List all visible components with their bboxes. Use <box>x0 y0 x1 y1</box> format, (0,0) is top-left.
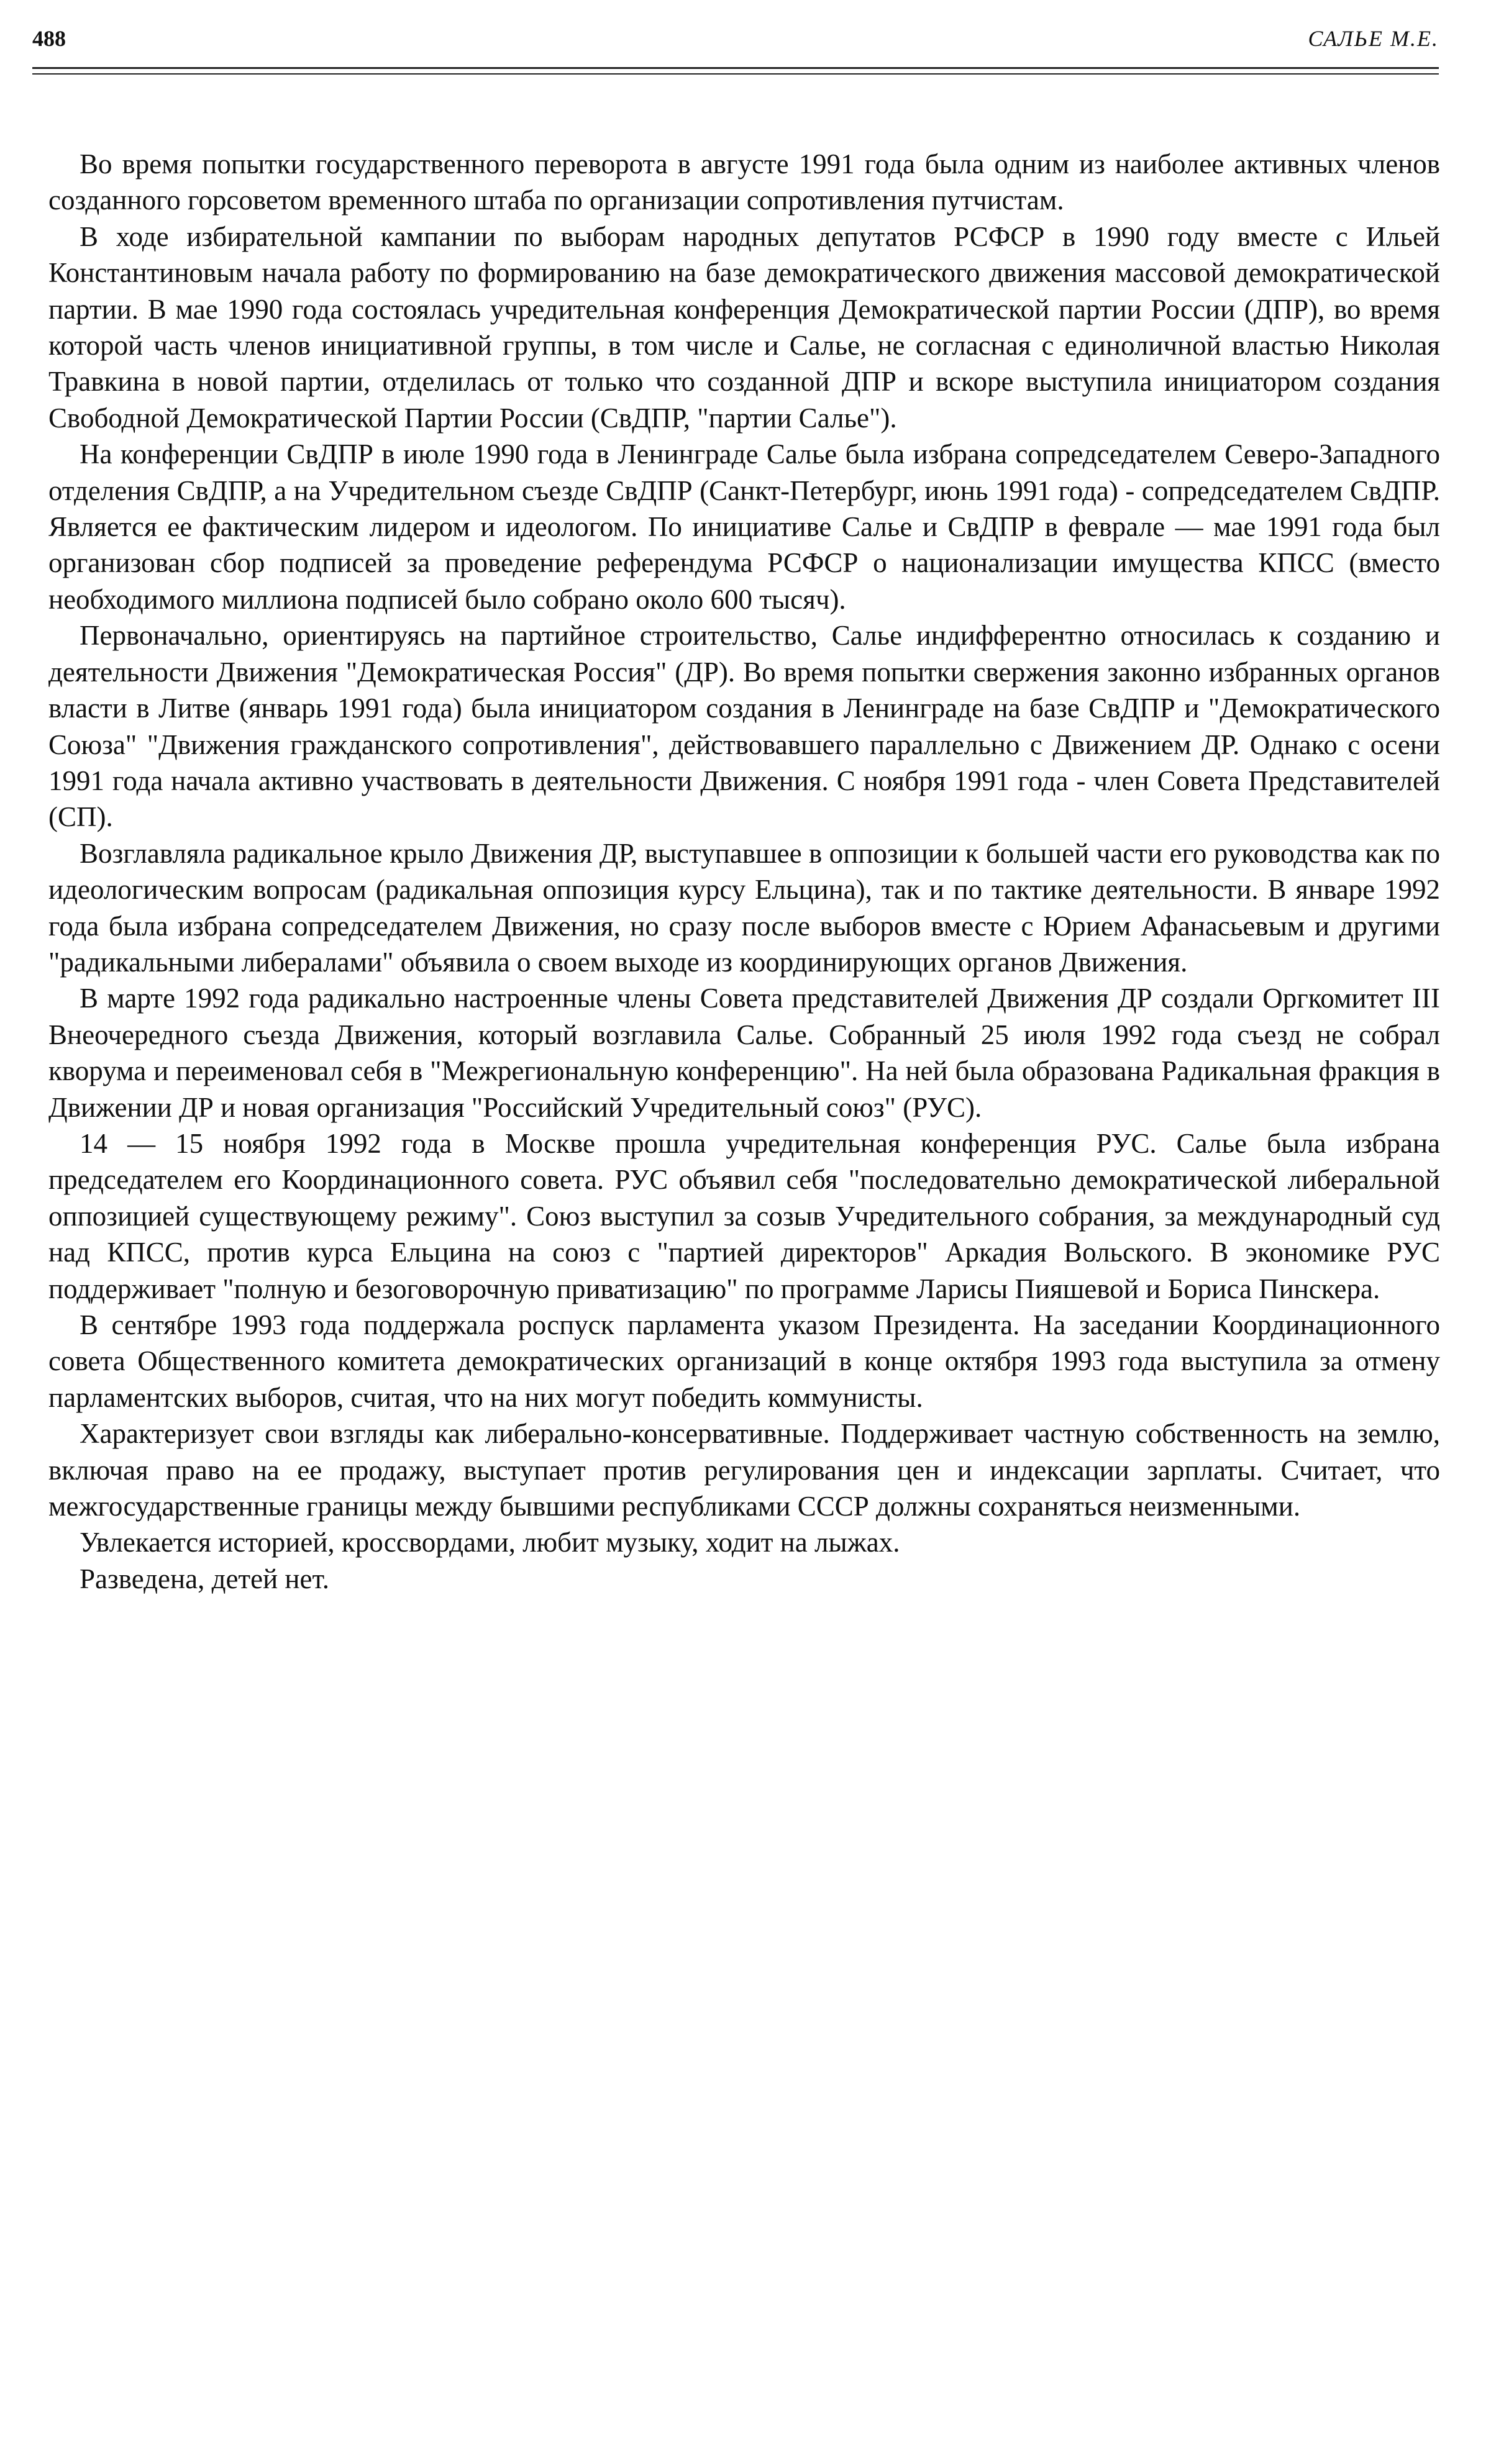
header-rule-top <box>32 67 1439 69</box>
page-number: 488 <box>32 26 66 51</box>
paragraph-orgcommittee: В марте 1992 года радикально настроенные члены Совета представителей Движения ДР создали Оргкомитет III Внеочередного съезда Движения, который возглавила Салье. Собранный 25 июля 1992 года съезд не собрал кворума и переименовал себя в "Межрегиональную конференцию". На ней была образована Радикальная фракция в Движении ДР и новая организация "Российский Учредительный союз" (РУС). <box>48 983 1440 1123</box>
paragraph-rus-conference: 14 — 15 ноября 1992 года в Москве прошла учредительная конференция РУС. Салье была избрана председателем его Координационного совета. РУС объявил себя "последовательно демократической либеральной оппозицией существующему режиму". Союз выступил за созыв Учредительного собрания, за международный суд над КПСС, против курса Ельцина на союз с "партией директоров" Аркадия Вольского. В экономике РУС поддерживает "полную и безоговорочную приватизацию" по программе Ларисы Пияшевой и Бориса Пинскера. <box>48 1127 1440 1304</box>
paragraph-radical-wing: Возглавляла радикальное крыло Движения ДР, выступавшее в оппозиции к большей части его руководства как по идеологическим вопросам (радикальная оппозиция курсу Ельцина), так и по тактике деятельности. В январе 1992 года была избрана сопредседателем Движения, но сразу после выборов вместе с Юрием Афанасьевым и другими "радикальными либералами" объявила о своем выходе из координирующих органов Движения. <box>48 837 1440 978</box>
running-head: САЛЬЕ М.Е. <box>1308 26 1439 51</box>
paragraph-hobbies: Увлекается историей, кроссвордами, любит музыку, ходит на лыжах. <box>80 1527 900 1558</box>
paragraph-putsch: Во время попытки государственного переворота в августе 1991 года была одним из наиболее активных членов созданного горсоветом временного штаба по организации сопротивления путчистам. <box>48 148 1440 216</box>
header-rule-bottom <box>32 73 1439 75</box>
paragraph-election-campaign: В ходе избирательной кампании по выборам народных депутатов РСФСР в 1990 году вместе с Ильей Константиновым начала работу по формированию на базе демократического движения массовой демократической партии. В мае 1990 года состоялась учредительная конференция Демократической партии России (ДПР), во время которой часть членов инициативной группы, в том числе и Салье, не согласная с единоличной властью Николая Травкина в новой партии, отделилась от только что созданной ДПР и вскоре выступила инициатором создания Свободной Демократической Партии России (СвДПР, "партии Салье"). <box>48 220 1440 434</box>
paragraph-views: Характеризует свои взгляды как либерально-консервативные. Поддерживает частную собственность на землю, включая право на ее продажу, выступает против регулирования цен и индексации зарплаты. Считает, что межгосударственные границы между бывшими республиками СССР должны сохраняться неизменными. <box>48 1418 1440 1522</box>
paragraph-september-1993: В сентябре 1993 года поддержала роспуск парламента указом Президента. На заседании Координационного совета Общественного комитета демократических организаций в конце октября 1993 года выступила за отмену парламентских выборов, считая, что на них могут победить коммунисты. <box>48 1309 1440 1413</box>
page-header <box>32 20 1439 57</box>
article-body <box>48 146 1440 1597</box>
paragraph-democratic-russia: Первоначально, ориентируясь на партийное строительство, Салье индифферентно относилась к созданию и деятельности Движения "Демократическая Россия" (ДР). Во время попытки свержения законно избранных органов власти в Литве (январь 1991 года) была инициатором создания в Ленинграде на базе СвДПР и "Демократического Союза" "Движения гражданского сопротивления", действовавшего параллельно с Движением ДР. Однако с осени 1991 года начала активно участвовать в деятельности Движения. С ноября 1991 года - член Совета Представителей (СП). <box>48 620 1440 833</box>
paragraph-family: Разведена, детей нет. <box>80 1563 329 1594</box>
paragraph-svdpr-conference: На конференции СвДПР в июле 1990 года в Ленинграде Салье была избрана сопредседателем Северо-Западного отделения СвДПР, а на Учредительном съезде СвДПР (Санкт-Петербург, июнь 1991 года) - сопредседателем СвДПР. Является ее фактическим лидером и идеологом. По инициативе Салье и СвДПР в феврале — мае 1991 года был организован сбор подписей за проведение референдума РСФСР о национализации имущества КПСС (вместо необходимого миллиона подписей было собрано около 600 тысяч). <box>48 439 1440 615</box>
